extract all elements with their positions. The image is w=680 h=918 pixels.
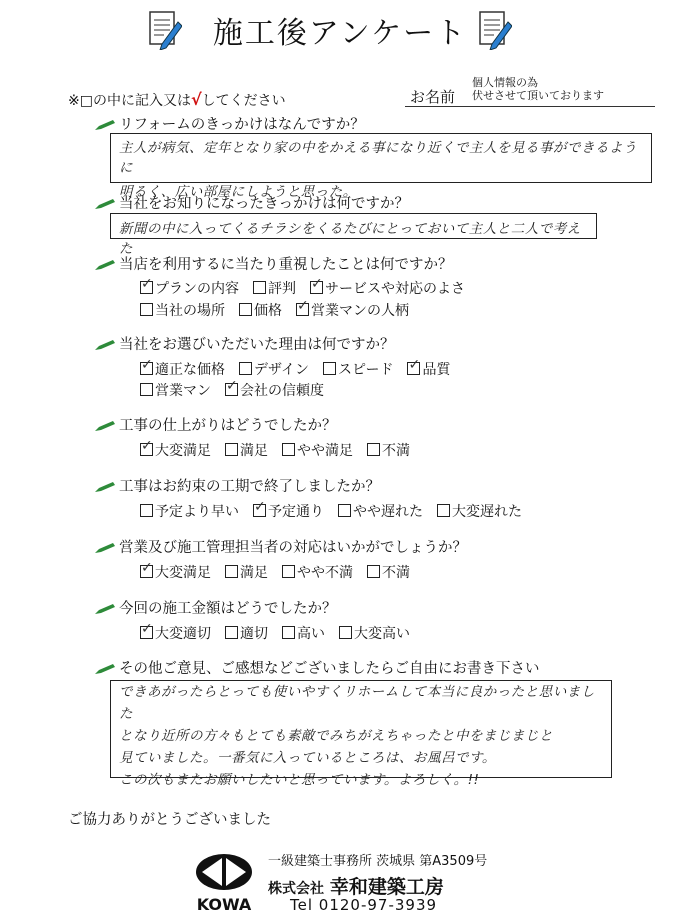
checkbox-label: デザイン	[254, 362, 310, 378]
checkbox-option[interactable]	[253, 278, 296, 298]
checkbox[interactable]	[225, 383, 238, 396]
options-row	[140, 380, 338, 400]
checkbox-option[interactable]	[296, 300, 409, 320]
checkbox-label: 価格	[254, 303, 282, 319]
checkbox-option[interactable]	[407, 359, 450, 379]
phone-number: Tel 0120-97-3939	[290, 896, 438, 914]
checkbox[interactable]	[140, 281, 153, 294]
checkbox[interactable]	[296, 303, 309, 316]
options-row	[140, 501, 536, 521]
checkbox[interactable]	[140, 504, 153, 517]
check-mark-icon: √	[190, 90, 202, 109]
checkbox[interactable]	[140, 303, 153, 316]
name-field-label: お名前	[410, 88, 456, 106]
license-text: 一級建築士事務所 茨城県 第A3509号	[268, 854, 488, 869]
company-name: 株式会社 幸和建築工房	[268, 876, 444, 898]
checkbox-label: 営業マンの人柄	[311, 303, 409, 319]
checkbox-label: 不満	[382, 443, 410, 459]
checkbox-option[interactable]	[253, 501, 324, 521]
checkbox[interactable]	[323, 362, 336, 375]
checkbox-option[interactable]	[310, 278, 465, 298]
checkbox[interactable]	[437, 504, 450, 517]
pencil-icon	[95, 604, 115, 614]
checkbox-label: 満足	[240, 443, 268, 459]
checkbox-label: 満足	[240, 565, 268, 581]
question-4: 当社をお選びいただいた理由は何ですか？	[95, 333, 395, 354]
answer-box-2[interactable]: 新聞の中に入ってくるチラシをくるたびにとっておいて主人と二人で考えた	[110, 213, 597, 239]
checkbox-label: 適正な価格	[155, 362, 225, 378]
answer-box-1[interactable]: 主人が病気、定年となり家の中をかえる事になり近くで主人を見る事ができるように 明るく、広い部屋にしようと思った。	[110, 133, 652, 183]
checkbox-label: 大変高い	[354, 626, 410, 642]
checkbox-option[interactable]	[140, 501, 239, 521]
checkbox[interactable]	[140, 565, 153, 578]
checkbox-label: 大変満足	[155, 565, 211, 581]
checkbox-option[interactable]	[225, 562, 268, 582]
question-6: 工事はお約束の工期で終了しましたか？	[95, 475, 380, 496]
checkbox[interactable]	[253, 281, 266, 294]
pencil-icon	[95, 260, 115, 270]
checkbox-label: 適切	[240, 626, 268, 642]
question-8: 今回の施工金額はどうでしたか？	[95, 597, 337, 618]
question-9: その他ご意見、ご感想などございましたらご自由にお書き下さい	[95, 657, 540, 678]
question-7: 営業及び施工管理担当者の対応はいかがでしょうか？	[95, 536, 467, 557]
checkbox[interactable]	[338, 504, 351, 517]
svg-text:KOWA: KOWA	[196, 895, 252, 912]
privacy-note: 個人情報の為 伏せさせて頂いております	[472, 76, 604, 102]
question-1: リフォームのきっかけはなんですか？	[95, 113, 365, 134]
options-row	[140, 623, 424, 643]
checkbox-option[interactable]	[282, 562, 353, 582]
question-3: 当店を利用するに当たり重視したことは何ですか？	[95, 253, 453, 274]
checkbox-label: やや遅れた	[353, 504, 423, 520]
checkbox-option[interactable]	[437, 501, 522, 521]
checkbox-option[interactable]	[282, 440, 353, 460]
checkbox-label: サービスや対応のよさ	[325, 281, 465, 297]
page-title: 施工後アンケート	[212, 16, 468, 51]
options-row	[140, 562, 424, 582]
pencil-icon	[95, 482, 115, 492]
checkbox[interactable]	[140, 626, 153, 639]
options-row	[140, 440, 424, 460]
pencil-icon	[95, 120, 115, 130]
checkbox[interactable]	[140, 443, 153, 456]
checkbox[interactable]	[310, 281, 323, 294]
checkbox-label: 会社の信頼度	[240, 383, 324, 399]
checkbox[interactable]	[282, 565, 295, 578]
checkbox-option[interactable]	[282, 623, 325, 643]
checkbox[interactable]	[282, 626, 295, 639]
checkbox-label: 営業マン	[155, 383, 211, 399]
checkbox-option[interactable]	[140, 359, 225, 379]
checkbox-option[interactable]	[140, 440, 211, 460]
checkbox-option[interactable]	[367, 440, 410, 460]
checkbox-label: やや満足	[297, 443, 353, 459]
checkbox-label: 高い	[297, 626, 325, 642]
checkbox[interactable]	[253, 504, 266, 517]
checkbox-label: 予定通り	[268, 504, 324, 520]
checkbox-option[interactable]	[239, 300, 282, 320]
checkbox[interactable]	[239, 303, 252, 316]
kowa-logo	[192, 850, 256, 912]
checkbox-label: 大変遅れた	[452, 504, 522, 520]
question-5: 工事の仕上がりはどうでしたか？	[95, 414, 337, 435]
checkbox-label: スピード	[338, 362, 394, 378]
checkbox-option[interactable]	[323, 359, 393, 379]
pencil-icon	[95, 340, 115, 350]
options-row	[140, 359, 464, 379]
document-pencil-icon	[478, 10, 512, 50]
checkbox[interactable]	[407, 362, 420, 375]
checkbox-label: 予定より早い	[155, 504, 239, 520]
checkbox-option[interactable]	[239, 359, 309, 379]
checkbox-label: 評判	[268, 281, 296, 297]
checkbox[interactable]	[225, 443, 238, 456]
checkbox-label: 大変満足	[155, 443, 211, 459]
checkbox-option[interactable]	[140, 623, 211, 643]
pencil-icon	[95, 543, 115, 553]
checkbox-label: 大変適切	[155, 626, 211, 642]
checkbox[interactable]	[239, 362, 252, 375]
question-2: 当社をお知りになったきっかけは何ですか？	[95, 192, 409, 213]
options-row	[140, 278, 479, 298]
options-row	[140, 300, 423, 320]
checkbox-option[interactable]	[140, 278, 239, 298]
checkbox-label: やや不満	[297, 565, 353, 581]
checkbox-option[interactable]	[338, 501, 423, 521]
name-field[interactable]	[405, 106, 655, 107]
checkbox-option[interactable]	[140, 380, 211, 400]
answer-box-9[interactable]: できあがったらとっても使いやすくリホームして本当に良かったと思いました となり近所の方々もとても素敵でみちがえちゃったと中をまじまじと 見ていました。一番気に入っているところは、お風呂です。 この次もまたお願いしたいと思っています。よろしく。!!	[110, 680, 612, 778]
pencil-icon	[95, 421, 115, 431]
checkbox-option[interactable]	[225, 440, 268, 460]
checkbox-label: プランの内容	[155, 281, 239, 297]
checkbox[interactable]	[225, 565, 238, 578]
instruction-text: ※□の中に記入又は√してください	[68, 90, 286, 109]
checkbox-option[interactable]	[225, 380, 324, 400]
checkbox[interactable]	[140, 383, 153, 396]
checkbox-option[interactable]	[140, 562, 211, 582]
checkbox[interactable]	[282, 443, 295, 456]
checkbox-label: 当社の場所	[155, 303, 225, 319]
checkbox[interactable]	[140, 362, 153, 375]
checkbox-option[interactable]	[225, 623, 268, 643]
checkbox-label: 不満	[382, 565, 410, 581]
checkbox-label: 品質	[422, 362, 451, 378]
checkbox[interactable]	[367, 565, 380, 578]
checkbox-option[interactable]	[140, 300, 225, 320]
checkbox-option[interactable]	[339, 623, 410, 643]
checkbox[interactable]	[367, 443, 380, 456]
checkbox[interactable]	[225, 626, 238, 639]
checkbox[interactable]	[339, 626, 352, 639]
pencil-icon	[95, 664, 115, 674]
pencil-icon	[95, 199, 115, 209]
checkbox-option[interactable]	[367, 562, 410, 582]
thanks-text: ご協力ありがとうございました	[68, 812, 271, 828]
